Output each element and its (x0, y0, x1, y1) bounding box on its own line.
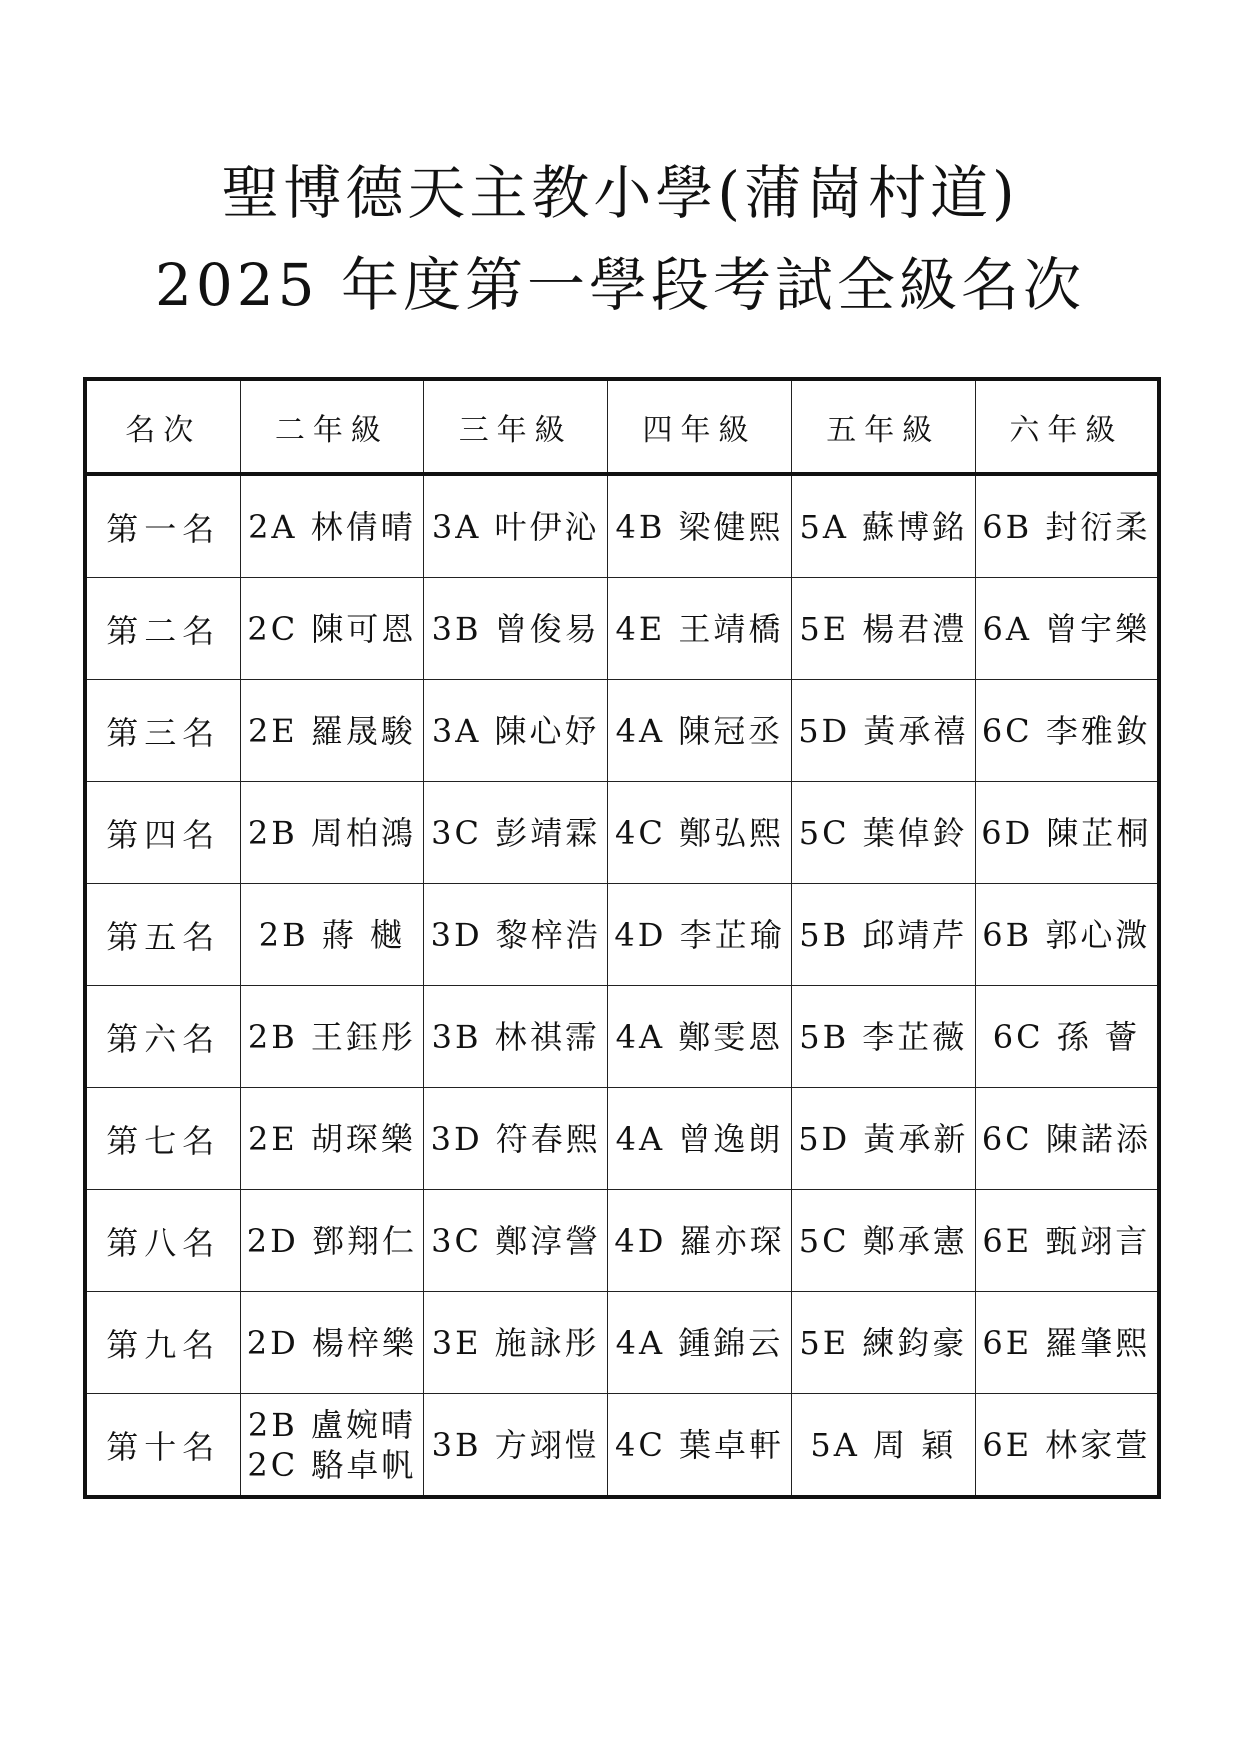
student-cell-grade-5 (791, 782, 975, 884)
student-entry: 4A 鄭雯恩 (615, 1017, 784, 1056)
student-entry: 6C 孫 薈 (992, 1017, 1140, 1056)
student-cell-grade-2 (240, 1292, 424, 1394)
student-entry: 4A 鍾錦云 (615, 1323, 784, 1362)
student-entry: 5C 葉倬鈴 (798, 813, 968, 852)
student-cell-grade-3 (424, 1292, 608, 1394)
rank-cell: 第十名 (85, 1394, 240, 1498)
table-row (85, 1292, 1159, 1394)
student-entry: 6E 林家萱 (982, 1425, 1151, 1464)
rank-cell: 第五名 (85, 884, 240, 986)
header-grade-5: 五年級 (791, 379, 975, 474)
student-cell-grade-6 (975, 1190, 1159, 1292)
student-entry: 2E 羅晟駿 (247, 711, 416, 750)
student-cell-grade-6 (975, 884, 1159, 986)
student-cell-grade-5 (791, 578, 975, 680)
student-entry: 6B 郭心溦 (982, 915, 1151, 954)
student-cell-grade-3 (424, 680, 608, 782)
student-entry: 3B 林祺霈 (431, 1017, 600, 1056)
student-cell-grade-2 (240, 474, 424, 578)
student-cell-grade-4 (608, 1190, 792, 1292)
student-entry: 6C 李雅釹 (981, 711, 1151, 750)
student-cell-grade-5 (791, 474, 975, 578)
student-cell-grade-5 (791, 884, 975, 986)
student-entry: 3C 鄭淳謍 (431, 1221, 601, 1260)
table-row (85, 986, 1159, 1088)
student-cell-grade-2 (240, 1394, 424, 1498)
student-cell-grade-2 (240, 986, 424, 1088)
student-entry: 4A 曾逸朗 (615, 1119, 784, 1158)
student-cell-grade-4 (608, 680, 792, 782)
student-entry: 2B 王鈺彤 (247, 1017, 416, 1056)
header-grade-6: 六年級 (975, 379, 1159, 474)
student-cell-grade-4 (608, 578, 792, 680)
page-title-school: 聖博德天主教小學(蒲崗村道) (221, 159, 1019, 227)
student-cell-grade-5 (791, 986, 975, 1088)
table-header-row (85, 379, 1159, 474)
student-entry: 5A 周 穎 (810, 1425, 957, 1464)
header-grade-4: 四年級 (608, 379, 792, 474)
student-cell-grade-4 (608, 474, 792, 578)
student-entry: 2D 楊梓樂 (246, 1323, 417, 1362)
student-cell-grade-2 (240, 578, 424, 680)
rank-cell: 第三名 (85, 680, 240, 782)
student-entry: 5D 黃承禧 (798, 711, 969, 750)
student-cell-grade-2 (240, 884, 424, 986)
student-entry: 2B 周柏鴻 (247, 813, 416, 852)
student-entry: 3E 施詠彤 (431, 1323, 600, 1362)
student-cell-grade-3 (424, 474, 608, 578)
student-cell-grade-6 (975, 1088, 1159, 1190)
page-title-exam: 2025 年度第一學段考試全級名次 (154, 251, 1086, 319)
student-cell-grade-3 (424, 884, 608, 986)
student-entry: 4A 陳冠丞 (615, 711, 784, 750)
student-entry: 2E 胡琛樂 (247, 1119, 416, 1158)
table-row (85, 680, 1159, 782)
student-cell-grade-4 (608, 1292, 792, 1394)
student-entry: 4C 鄭弘熙 (614, 813, 784, 852)
student-cell-grade-2 (240, 1088, 424, 1190)
student-entry: 6E 羅肇熙 (982, 1323, 1151, 1362)
student-entry: 6C 陳諾添 (981, 1119, 1151, 1158)
table-row (85, 782, 1159, 884)
table-row (85, 1190, 1159, 1292)
header-grade-2: 二年級 (240, 379, 424, 474)
rank-cell: 第八名 (85, 1190, 240, 1292)
student-cell-grade-6 (975, 986, 1159, 1088)
student-entry: 5C 鄭承憲 (798, 1221, 968, 1260)
student-cell-grade-2 (240, 782, 424, 884)
student-cell-grade-3 (424, 1190, 608, 1292)
student-entry: 2B 蔣 樾 (258, 915, 406, 954)
student-entry: 4B 梁健熙 (615, 507, 784, 546)
rank-cell: 第七名 (85, 1088, 240, 1190)
student-entry: 3D 黎梓浩 (430, 915, 601, 954)
student-entry: 2B 盧婉晴 (247, 1405, 416, 1444)
header-rank: 名次 (85, 379, 240, 474)
student-entry: 2D 鄧翔仁 (246, 1221, 417, 1260)
student-cell-grade-4 (608, 1394, 792, 1498)
student-entry: 6E 甄翊言 (982, 1221, 1151, 1260)
header-grade-3: 三年級 (424, 379, 608, 474)
student-cell-grade-4 (608, 986, 792, 1088)
student-cell-grade-6 (975, 782, 1159, 884)
rank-cell: 第一名 (85, 474, 240, 578)
student-cell-grade-2 (240, 1190, 424, 1292)
student-cell-grade-6 (975, 578, 1159, 680)
student-entry: 2A 林倩晴 (248, 507, 416, 546)
student-entry: 3A 陳心妤 (431, 711, 600, 750)
student-entry: 4D 羅亦琛 (614, 1221, 785, 1260)
student-entry: 3C 彭靖霖 (431, 813, 601, 852)
student-cell-grade-5 (791, 1292, 975, 1394)
student-cell-grade-4 (608, 884, 792, 986)
student-cell-grade-2 (240, 680, 424, 782)
student-cell-grade-4 (608, 1088, 792, 1190)
student-entry: 6D 陳芷桐 (981, 813, 1152, 852)
student-entry: 3A 叶伊沁 (431, 507, 600, 546)
student-cell-grade-6 (975, 680, 1159, 782)
student-cell-grade-4 (608, 782, 792, 884)
student-entry: 5D 黃承新 (798, 1119, 969, 1158)
table-row (85, 1088, 1159, 1190)
student-cell-grade-5 (791, 1088, 975, 1190)
rank-cell: 第二名 (85, 578, 240, 680)
student-entry: 2C 陳可恩 (247, 609, 417, 648)
student-cell-grade-3 (424, 986, 608, 1088)
student-cell-grade-3 (424, 782, 608, 884)
student-cell-grade-6 (975, 1292, 1159, 1394)
table-row (85, 884, 1159, 986)
student-entry: 4C 葉卓軒 (614, 1425, 784, 1464)
student-cell-grade-5 (791, 1190, 975, 1292)
student-entry: 5B 李芷薇 (799, 1017, 968, 1056)
student-entry: 6B 封衍柔 (982, 507, 1151, 546)
rank-cell: 第四名 (85, 782, 240, 884)
rank-cell: 第六名 (85, 986, 240, 1088)
student-cell-grade-5 (791, 680, 975, 782)
student-entry: 2C 駱卓帆 (247, 1445, 417, 1484)
student-entry: 3B 曾俊易 (431, 609, 600, 648)
table-row (85, 474, 1159, 578)
student-cell-grade-3 (424, 578, 608, 680)
student-entry: 5A 蘇博銘 (799, 507, 968, 546)
student-entry: 5E 楊君澧 (799, 609, 968, 648)
student-cell-grade-5 (791, 1394, 975, 1498)
student-cell-grade-6 (975, 1394, 1159, 1498)
student-entry: 4E 王靖橋 (615, 609, 784, 648)
ranking-table (83, 377, 1161, 1499)
table-row (85, 578, 1159, 680)
rank-cell: 第九名 (85, 1292, 240, 1394)
student-cell-grade-3 (424, 1088, 608, 1190)
student-cell-grade-3 (424, 1394, 608, 1498)
student-entry: 3D 符春熙 (430, 1119, 601, 1158)
student-entry: 6A 曾宇樂 (982, 609, 1151, 648)
table-row (85, 1394, 1159, 1498)
student-cell-grade-6 (975, 474, 1159, 578)
student-entry: 5E 練鈞豪 (799, 1323, 968, 1362)
student-entry: 5B 邱靖芹 (799, 915, 968, 954)
student-entry: 3B 方翊愷 (431, 1425, 600, 1464)
student-entry: 4D 李芷瑜 (614, 915, 785, 954)
